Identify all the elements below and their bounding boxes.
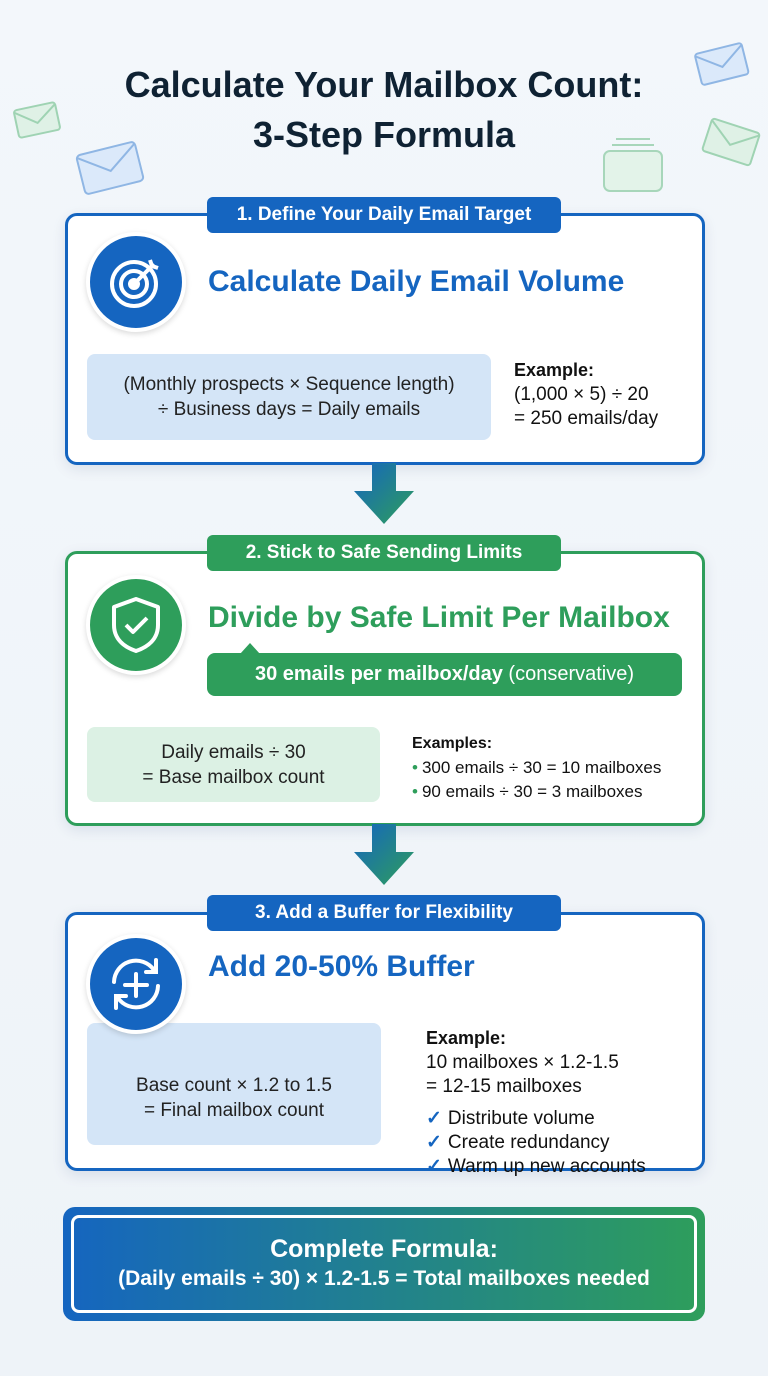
formula-line: (Monthly prospects × Sequence length) — [123, 374, 455, 395]
benefit-text: Distribute volume — [447, 1108, 595, 1129]
step-2-label: 2. Stick to Safe Sending Limits — [207, 535, 561, 571]
benefit-item — [426, 1131, 646, 1155]
safe-limit-banner — [207, 653, 682, 696]
example-title: Examples: — [412, 735, 493, 752]
example-title: Example: — [426, 1028, 507, 1048]
formula-line: = Final mailbox count — [143, 1100, 325, 1121]
title-line-1: Calculate Your Mailbox Count: — [124, 64, 644, 105]
step-3-formula — [87, 1023, 381, 1145]
formula-line: Daily emails ÷ 30 — [161, 741, 306, 763]
benefit-item — [426, 1107, 646, 1131]
benefit-text: Warm up new accounts — [447, 1156, 646, 1177]
target-icon — [86, 232, 186, 332]
step-1-example — [514, 358, 658, 431]
example-line: • 90 emails ÷ 30 = 3 mailboxes — [412, 782, 643, 801]
step-1-formula — [87, 354, 491, 440]
step-2-heading: Divide by Safe Limit Per Mailbox — [208, 601, 670, 634]
summary-formula: (Daily emails ÷ 30) × 1.2-1.5 = Total mailboxes needed — [118, 1267, 650, 1290]
check-icon: ✓ — [426, 1156, 442, 1177]
formula-line: ÷ Business days = Daily emails — [157, 399, 421, 420]
step-1-heading: Calculate Daily Email Volume — [208, 265, 625, 298]
step-1-label: 1. Define Your Daily Email Target — [207, 197, 561, 233]
check-icon: ✓ — [426, 1108, 442, 1129]
page-title — [0, 60, 768, 160]
example-line: 10 mailboxes × 1.2-1.5 — [426, 1052, 619, 1073]
example-title: Example: — [514, 360, 595, 380]
benefit-item — [426, 1155, 646, 1179]
step-2-formula — [87, 727, 380, 802]
example-line: • 300 emails ÷ 30 = 10 mailboxes — [412, 758, 662, 777]
example-text: 300 emails ÷ 30 = 10 mailboxes — [421, 758, 662, 777]
example-line: = 12-15 mailboxes — [426, 1076, 582, 1097]
limit-value: 30 emails per mailbox/day — [254, 663, 503, 685]
step-2-examples — [412, 731, 661, 804]
refresh-plus-icon — [86, 934, 186, 1034]
arrow-down-icon — [352, 824, 416, 886]
step-3-heading: Add 20-50% Buffer — [208, 950, 475, 983]
check-icon: ✓ — [426, 1132, 442, 1153]
summary-title: Complete Formula: — [270, 1235, 498, 1263]
arrow-down-icon — [352, 463, 416, 525]
shield-check-icon — [86, 575, 186, 675]
formula-line: Base count × 1.2 to 1.5 — [136, 1075, 332, 1096]
title-line-2: 3-Step Formula — [252, 114, 516, 155]
complete-formula-banner — [63, 1207, 705, 1321]
banner-pointer — [240, 643, 260, 654]
step-3-example — [426, 1026, 646, 1179]
limit-note: (conservative) — [508, 663, 635, 685]
benefit-text: Create redundancy — [447, 1132, 610, 1153]
formula-line: = Base mailbox count — [142, 766, 325, 788]
example-text: 90 emails ÷ 30 = 3 mailboxes — [421, 782, 643, 801]
example-line: = 250 emails/day — [514, 408, 659, 429]
example-line: (1,000 × 5) ÷ 20 — [514, 384, 649, 405]
step-3-label: 3. Add a Buffer for Flexibility — [207, 895, 561, 931]
